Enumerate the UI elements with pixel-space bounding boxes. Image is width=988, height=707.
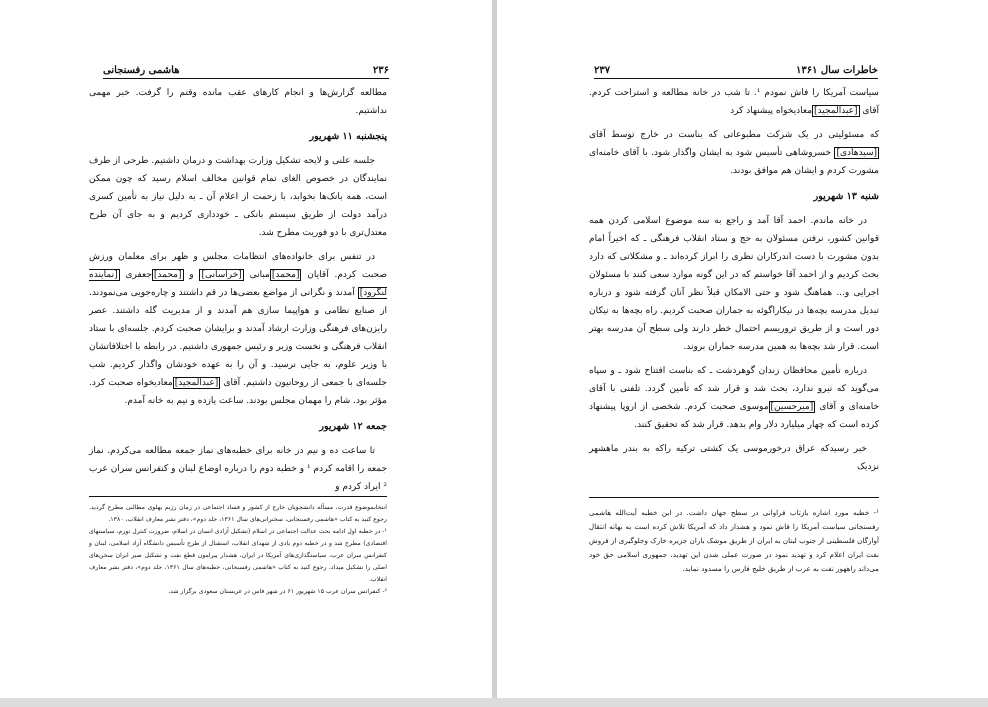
text-run: معادیخواه صحبت کرد. مؤثر بود. شام را مهمان مجلس بودند. ساعت یازده و نیم به خانه آمدم. [89,378,387,406]
text-run: موسوی صحبت کردم. شخصی از اروپا پیشنهاد کرده است که چهار میلیارد دلار وام بدهد. قرار شد که تحقیق کنند. [589,402,879,430]
left-paragraph-1: مطالعه گزارش‌ها و انجام کارهای عقب مانده وقتم را گرفت. خبر مهمی نداشتیم. [89,88,387,116]
left-running-title: هاشمی رفسنجانی [103,65,180,76]
left-page-number: ۲۳۶ [372,65,389,76]
left-paragraph-2: جلسه علنی و لایحه تشکیل وزارت بهداشت و درمان داشتیم. طرحی از طرف نمایندگان در خصوص الغای تمام قوانین مخالف اسلام رسید که چون ممکن است، همه بانک‌ها بخوابد، با زحمت از اعلام آن ـ به دلیل نیاز به تأمین کسری درآمد دولت از طریق سیستم بانکی ـ خودداری کردیم و به جای آن طرح معتدل‌تری با دو فوریت مطرح شد. [89,156,387,238]
boxed-name: [محمد] [271,270,300,280]
boxed-name: [نماینده لنگرود] [89,270,387,298]
right-page-number: ۲۳۷ [594,65,611,76]
boxed-name: [میرحسین] [770,402,814,412]
right-page [497,0,988,698]
right-date-heading-1: شنبه ۱۳ شهریور [813,191,879,202]
text-run: سیاست آمریکا را فاش نمودم ¹. تا شب در خانه مطالعه و استراحت کردم. آقای [589,88,879,116]
left-paragraph-3 [89,248,387,410]
right-paragraph-2 [589,126,879,180]
right-footnote-1: ¹- خطبه مورد اشاره بازتاب فراوانی در سطح جهان داشت. در این خطبه آیت‌الله هاشمی رفسنجانی سیاست آمریکا را فاش نمود و هشدار داد که آمریکا تلاش کرده است به بهانه انتقال آوارگان فلسطینی از جنوب لبنان به ایران از طریق موشک باران جزیره خارک وجلوگیری از فروش نفت ایران اعلام کرد و تهدید نمود در صورت عملی شدن این تهدید، جمهوری اسلامی حق خود می‌داند راههور نفت به عرب از طریق خلیج فارس را مسدود نماید. [589,508,879,573]
left-footnote-3: ²- کنفرانس سران عرب ۱۵ شهریور ۶۱ در شهر فاس در عربستان سعودی برگزار شد. [168,588,387,595]
text-run: خسروشاهی تأسیس شود به ایشان واگذار شود. با آقای خامنه‌ای مشورت کردم و ایشان هم موافق بودند. [589,148,879,176]
right-page-header [594,58,878,79]
right-paragraph-1 [589,84,879,120]
text-run: معادیخواه پیشنهاد کرد [730,106,813,116]
text-run: درباره تأمین محافظان زندان گوهردشت ـ که بناست افتتاح شود ـ و سپاه می‌گوید که نیرو ندارد، بحث شد و قرار شد که تأمین گردد. تلفنی با آقای خامنه‌ای و آقای [589,366,880,412]
left-footnote-2: ¹- در خطبه اول ادامه بحث عدالت اجتماعی در اسلام (تشکیل آزادی انسان در اسلام، ضرورت کنترل تورم، سیاستهای اقتصادی) مطرح شد و در خطبه دوم یادی از شهدای انقلاب، استقبال از طرح تأسیس دانشگاه آزاد اسلامی، لبنان و کنفرانس سران عرب، سیاستگذاری‌های آمریکا در ایران، هشدار پیرامون قطع نفت و تشکیل صبر ایران سخن‌های اصلی را تشکیل میداد. رجوع کنید به کتاب «هاشمی رفسنجانی، خطبه‌های سال ۱۳۶۱، جلد دوم»، دفتر نشر معارف انقلاب. [89,528,387,583]
boxed-name: [عبدالمجید] [174,378,219,388]
right-paragraph-3: در خانه ماندم. احمد آقا آمد و راجع به سه موضوع اسلامی کردن همه قوانین کشور، نرفتن مسئولان به حج و ستاد انقلاب فرهنگی ـ که اخیراً امام بدون مشورت با دست اندرکاران نظری را ابراز کرده‌اند ـ و مشکلاتی که دارد بحث کردیم و از احمد آقا خواستم که در این گونه موارد سعی کنند با مسئولان اجرایی و... هماهنگ شود و حتی الامکان قبلاً نظر آنان گرفته شود و درباره تبدیل مدرسه بچه‌ها در نیکاراگوئه به جماران صحبت کردیم. راه بچه‌ها به نیکان دور است و از طریق تروریسم احتمال خطر دارند ولی سطح آن مدرسه بهتر است. قرار شد بچه‌ها به همین مدرسه جماران بروند. [589,216,879,352]
right-footnote-divider [589,497,879,498]
right-paragraph-5: خبر رسیدکه عراق درخورموسی یک کشتی ترکیه راکه به بندر ماهشهر نزدیک [589,444,879,472]
text-run: مبانی [243,270,270,280]
left-footnote-divider [89,496,387,497]
boxed-name: [عبدالمجید] [814,106,858,116]
right-page-body [589,84,879,482]
left-page-body [89,84,387,502]
boxed-name: [محمد] [153,270,182,280]
text-run: آمدند و نگرانی از مواضع بعضی‌ها در قم داشتند و چاره‌جویی می‌نمودند. از صنایع نظامی و هواپیما سازی هم آمدند و از مدیریت گله داشتند. عصر رایزن‌های فرهنگی وزارت ارشاد آمدند و برایشان صحبت کردم. جلسه‌ای با ستاد انقلاب فرهنگی و نخست وزیر و رئیس جمهوری داشتیم. در رابطه با اختلافاتشان با وزیر علوم، به جایی نرسید. و آن را به عهده خودشان واگذار کردیم. شب جلسه‌ای با جمعی از روحانیون داشتیم. آقای [89,288,387,388]
left-footnotes [89,502,387,598]
boxed-name: [سیدهادی] [836,148,877,158]
left-footnote-1: انتخابموضوع قدرت، مسأله دانشجویان خارج از کشور و فساد اجتماعی در زمان رژیم پهلوی مطالبی مطرح گردید. رجوع کنید به کتاب «هاشمی رفسنجانی، سخنرانی‌های سال ۱۳۶۱، جلد دوم»، دفتر نشر معارف انقلاب، ۱۳۸۰. [89,504,387,523]
left-date-heading-2: جمعه ۱۲ شهریور [319,421,387,432]
right-running-title: خاطرات سال ۱۳۶۱ [795,65,878,76]
right-footnotes [589,506,879,576]
left-page-header [103,58,389,79]
boxed-name: [خراسانی] [201,270,242,280]
left-date-heading-1: پنجشنبه ۱۱ شهریور [309,131,387,142]
text-run: و [183,270,200,280]
left-page [0,0,492,698]
text-run: در تنفس برای خانواده‌های انتظامات مجلس و ظهر برای معلمان ورزش صحبت کردم. آقایان [89,252,387,280]
viewer-bottom-strip [0,698,988,707]
right-paragraph-4 [589,362,879,434]
left-paragraph-4: تا ساعت ده و نیم در خانه برای خطبه‌های نماز جمعه مطالعه می‌کردم. نماز جمعه را اقامه کردم ¹ و خطبه دوم را درباره اوضاع لبنان و کنفرانس سران عرب ² ایراد کردم و [89,446,388,492]
text-run: جعفری [119,270,152,280]
text-run: که مسئولیتی در یک شرکت مطبوعاتی که بناست در خارج توسط آقای [589,130,879,140]
